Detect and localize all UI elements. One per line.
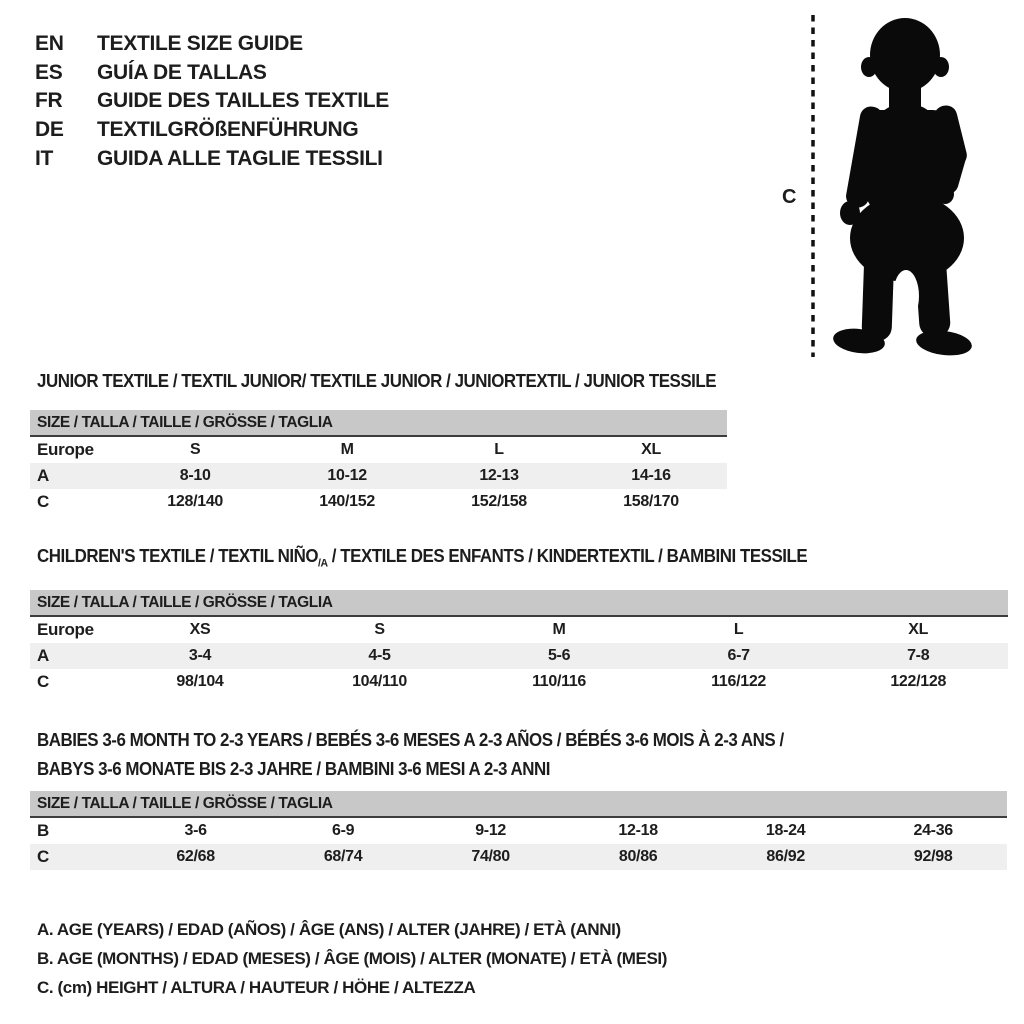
size-cell: 68/74 <box>323 848 363 865</box>
language-title: GUIDA ALLE TAGLIE TESSILI <box>97 146 383 170</box>
size-cell: 140/152 <box>319 493 375 510</box>
language-code: ES <box>35 60 63 84</box>
babies-heading-line2: BABYS 3-6 MONATE BIS 2-3 JAHRE / BAMBINI 3-6 MESI A 2-3 ANNI <box>37 759 551 779</box>
size-cell: 122/128 <box>890 673 947 690</box>
language-code: EN <box>35 32 64 55</box>
babies-size-table <box>30 791 1007 870</box>
babies-section-heading <box>37 726 784 784</box>
size-cell: 8-10 <box>179 467 211 484</box>
size-cell: L <box>733 621 744 638</box>
size-cell: 6-7 <box>727 647 750 664</box>
language-code: DE <box>35 118 64 142</box>
language-title: GUIDE DES TAILLES TEXTILE <box>97 89 389 113</box>
size-cell: XL <box>641 441 661 458</box>
size-cell: 3-4 <box>188 647 212 664</box>
footnote-b: B. AGE (MONTHS) / EDAD (MESES) / ÂGE (MOIS) / ALTER (MONATE) / ETÀ (MESI) <box>37 948 667 968</box>
table-row <box>30 818 1007 844</box>
legend-footnotes <box>37 916 667 1002</box>
row-label: C <box>37 847 49 866</box>
language-code: FR <box>35 89 63 113</box>
size-cell: 116/122 <box>711 673 767 690</box>
language-title: GUÍA DE TALLAS <box>97 60 267 84</box>
size-cell: XS <box>189 621 211 638</box>
size-cell: 128/140 <box>167 493 224 510</box>
size-cell: 80/86 <box>618 848 658 865</box>
size-cell: 5-6 <box>547 647 571 664</box>
row-label: C <box>37 672 49 691</box>
toddler-silhouette-icon <box>825 10 981 356</box>
table-row <box>30 844 1007 870</box>
junior-section-heading: JUNIOR TEXTILE / TEXTIL JUNIOR/ TEXTILE JUNIOR / JUNIORTEXTIL / JUNIOR TESSILE <box>37 371 717 391</box>
size-header-bar: SIZE / TALLA / TAILLE / GRÖSSE / TAGLIA <box>30 590 1008 617</box>
size-cell: 86/92 <box>766 848 805 865</box>
size-cell: 152/158 <box>471 493 527 510</box>
size-cell: 10-12 <box>327 467 367 484</box>
size-cell: 98/104 <box>176 673 224 690</box>
size-cell: 110/116 <box>532 673 587 690</box>
size-cell: 7-8 <box>907 647 930 664</box>
footnote-c: C. (cm) HEIGHT / ALTURA / HAUTEUR / HÖHE / ALTEZZA <box>37 977 476 997</box>
size-cell: 18-24 <box>765 822 806 839</box>
size-cell: 62/68 <box>176 848 215 865</box>
size-cell: 24-36 <box>913 822 953 839</box>
size-cell: 74/80 <box>471 848 510 865</box>
babies-heading-line1: BABIES 3-6 MONTH TO 2-3 YEARS / BEBÉS 3-6 MESES A 2-3 AÑOS / BÉBÉS 3-6 MOIS À 2-3 ANS / <box>37 730 784 750</box>
table-row <box>30 463 727 489</box>
row-label: Europe <box>37 440 94 459</box>
size-cell: S <box>374 621 385 638</box>
size-cell: 6-9 <box>331 822 355 839</box>
size-cell: 104/110 <box>352 673 407 690</box>
row-label: A <box>37 466 49 485</box>
size-cell: 12-13 <box>479 467 519 484</box>
language-title: TEXTILE SIZE GUIDE <box>97 32 303 55</box>
row-label: Europe <box>37 620 94 639</box>
children-heading-main: CHILDREN'S TEXTILE / TEXTIL NIÑO <box>37 546 319 566</box>
table-row <box>30 489 727 515</box>
footnote-a: A. AGE (YEARS) / EDAD (AÑOS) / ÂGE (ANS) / ALTER (JAHRE) / ETÀ (ANNI) <box>37 920 621 939</box>
size-cell: 9-12 <box>475 822 507 839</box>
table-row <box>30 643 1008 669</box>
size-cell: 4-5 <box>368 647 391 664</box>
junior-size-table <box>30 410 727 515</box>
language-title: TEXTILGRÖßENFÜHRUNG <box>97 118 359 142</box>
children-section-heading <box>37 546 807 570</box>
size-cell: XL <box>908 621 929 638</box>
language-code: IT <box>35 146 54 170</box>
table-row <box>30 437 727 463</box>
table-row <box>30 669 1008 695</box>
size-cell: 158/170 <box>623 493 679 510</box>
height-measure-label: C <box>782 186 797 208</box>
row-label: B <box>37 821 49 840</box>
table-row <box>30 617 1008 643</box>
children-size-table <box>30 590 1008 695</box>
height-dotted-line-icon <box>809 15 817 357</box>
size-cell: M <box>340 441 354 458</box>
size-cell: 92/98 <box>913 848 953 865</box>
size-header-bar: SIZE / TALLA / TAILLE / GRÖSSE / TAGLIA <box>30 410 727 437</box>
size-cell: S <box>189 441 201 458</box>
height-measure-figure <box>780 8 995 360</box>
size-cell: L <box>494 441 504 458</box>
children-heading-rest: / TEXTILE DES ENFANTS / KINDERTEXTIL / BAMBINI TESSILE <box>327 546 808 566</box>
size-cell: 3-6 <box>184 822 207 839</box>
children-heading-subscript: /A <box>318 557 328 570</box>
size-cell: 14-16 <box>631 467 671 484</box>
row-label: C <box>37 492 49 511</box>
size-cell: M <box>552 621 566 638</box>
language-list <box>35 30 389 174</box>
row-label: A <box>37 646 49 665</box>
size-cell: 12-18 <box>618 822 658 839</box>
size-header-bar: SIZE / TALLA / TAILLE / GRÖSSE / TAGLIA <box>30 791 1007 818</box>
